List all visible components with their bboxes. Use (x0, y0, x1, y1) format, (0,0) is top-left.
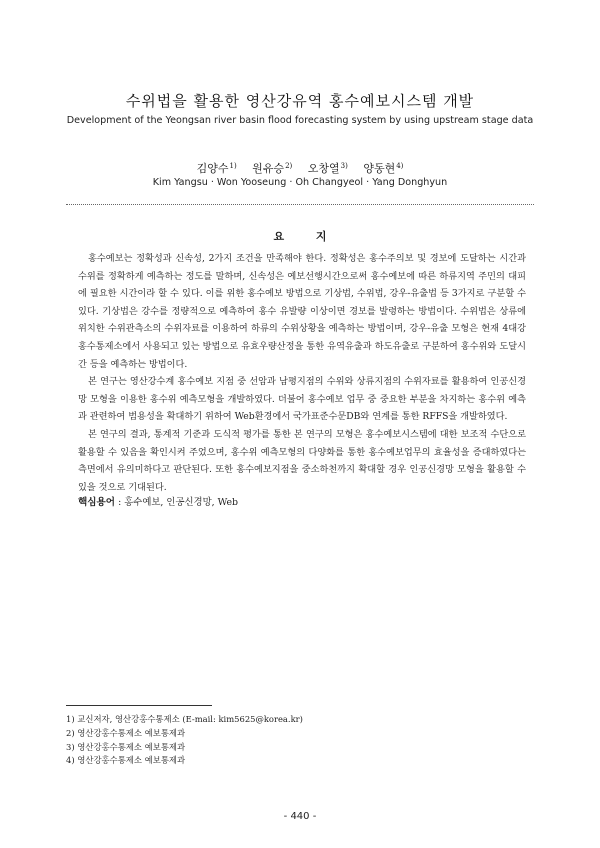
author-4 (363, 162, 403, 175)
footnote-divider (66, 705, 212, 706)
affiliation-mark: 3) (340, 162, 348, 170)
section-divider (66, 204, 534, 205)
footnote: 2) 영산강홍수통제소 예보통제과 (66, 727, 186, 738)
abstract-paragraph: 본 연구는 영산강수계 홍수예보 지점 중 선암과 남평지점의 수위와 상류지점의 수위자료를 활용하여 인공신경망 모형을 이용한 홍수위 예측모형을 개발하였다. 더불어 홍수예보 업무 중 중요한 부분을 차지하는 홍수위 예측과 관련하여 범용성을 확대하기 위하여 Web환경에서 국가표준수문DB와 연계를 통한 RFFS을 개발하였다. (78, 376, 526, 423)
abstract-body (78, 250, 526, 496)
author-name: 양동현 (363, 162, 396, 175)
abstract-paragraph: 본 연구의 결과, 통계적 기준과 도식적 평가를 통한 본 연구의 모형은 홍수예보시스템에 대한 보조적 수단으로 활용할 수 있음을 확인시켜 주었으며, 홍수위 예측모형의 다양화를 통한 홍수예보업무의 효율성을 증대하였다는 측면에서 유의미하다고 판단된다. 또한 홍수예보지점을 중소하천까지 확대할 경우 인공신경망 모형을 활용할 수 있을 것으로 기대된다. (78, 428, 526, 493)
abstract-heading: 요 지 (273, 230, 341, 243)
footnote: 3) 영산강홍수통제소 예보통제과 (66, 741, 186, 752)
author-list-korean (0, 160, 600, 176)
author-1 (197, 162, 237, 175)
keywords (78, 494, 526, 508)
paper-title-korean: 수위법을 활용한 영산강유역 홍수예보시스템 개발 (125, 92, 475, 110)
footnote: 1) 교신저자, 영산강홍수통제소 (E-mail: kim5625@korea.kr) (66, 714, 303, 724)
footnote: 4) 영산강홍수통제소 예보통제과 (66, 755, 186, 766)
affiliation-mark: 4) (396, 162, 404, 170)
affiliation-mark: 2) (285, 162, 293, 170)
author-name: 김양수 (196, 162, 229, 175)
paper-title-english: Development of the Yeongsan river basin flood forecasting system by using upstream stage data (66, 115, 534, 126)
abstract-paragraph: 홍수예보는 정확성과 신속성, 2가지 조건을 만족해야 한다. 정확성은 홍수주의보 및 경보에 도달하는 시간과 수위를 정확하게 예측하는 정도를 말하며, 신속성은 예보선행시간으로써 홍수예보에 따른 하류지역 주민의 대피에 필요한 시간이라 할 수 있다. 이를 위한 홍수예보 방법으로 기상법, 수위법, 강우-유출법 등 3가지로 구분할 수 있다. 기상법은 강수를 정량적으로 예측하여 홍수 유발량 이상이면 경보를 발령하는 방법이다. 수위법은 상류에 위치한 수위관측소의 수위자료를 이용하여 하류의 수위상황을 예측하는 방법이며, 강우-유출 모형은 현재 4대강 홍수통제소에서 사용되고 있는 방법으로 유효우량산정을 통한 유역유출과 하도유출로 구분하여 홍수위와 도달시간 등을 예측하는 방법이다. (78, 253, 526, 370)
page-number: - 440 - (283, 811, 317, 822)
author-name: 원유승 (252, 162, 285, 175)
keywords-text: : 홍수예보, 인공신경망, Web (118, 497, 239, 508)
affiliation-mark: 1) (229, 162, 237, 170)
author-name: 오창열 (307, 162, 340, 175)
author-list-english: Kim Yangsu · Won Yooseung · Oh Changyeol · Yang Donghyun (152, 177, 448, 188)
author-3 (308, 162, 348, 175)
keywords-label: 핵심용어 (78, 497, 116, 508)
author-2 (252, 162, 292, 175)
footnotes (66, 713, 526, 768)
